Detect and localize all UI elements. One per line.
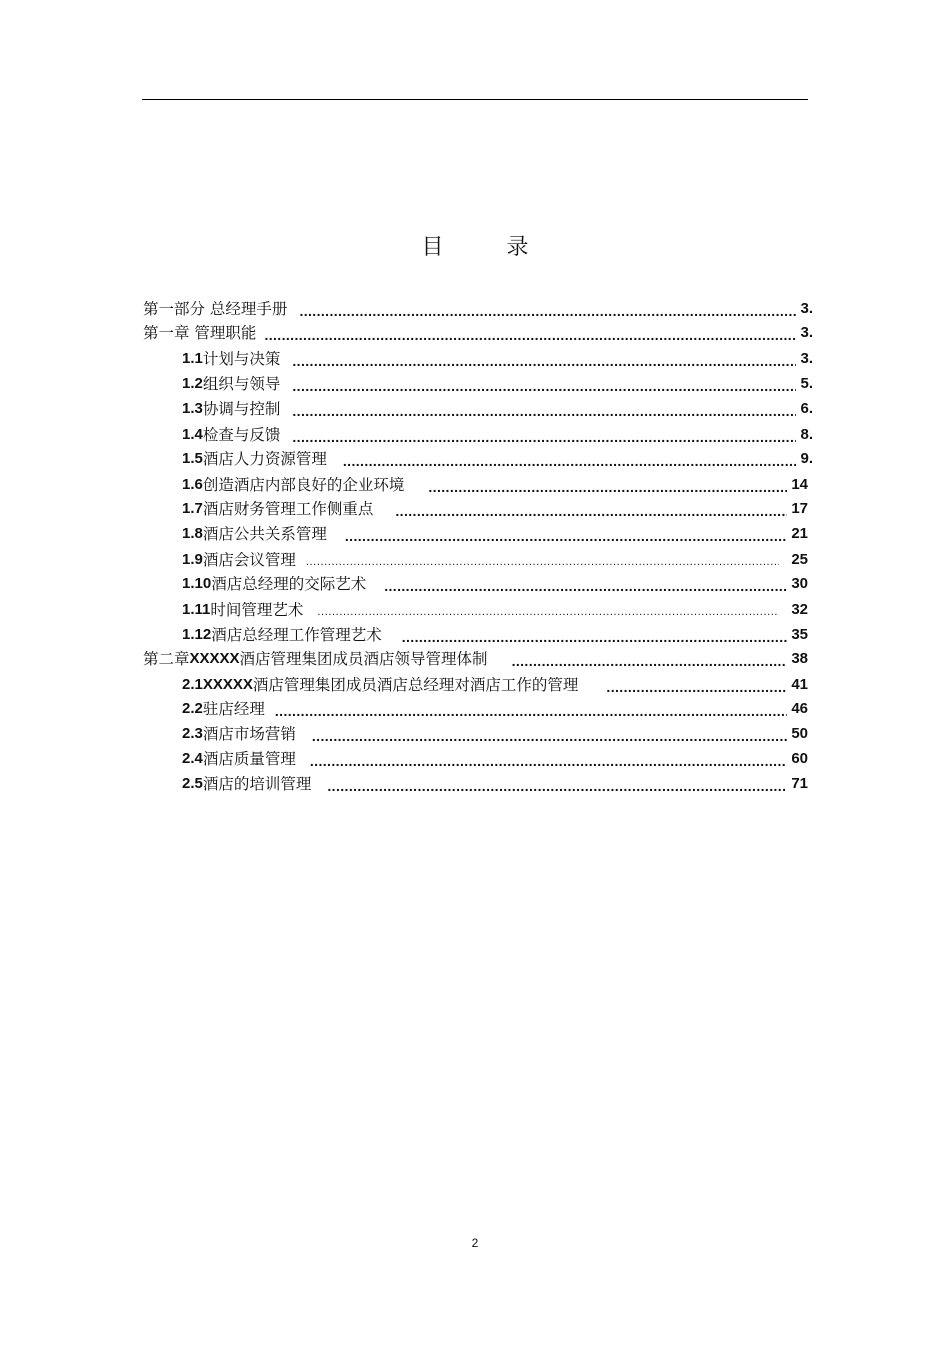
toc-entry-number: 2.1XXXXX	[182, 676, 253, 693]
toc-entry-number: 1.12	[182, 626, 212, 643]
dot-leader	[327, 774, 787, 794]
toc-entry-label: 酒店质量管理	[202, 750, 296, 768]
toc-entry-label: 时间管理艺术	[210, 601, 304, 619]
toc-entry-label: 协调与控制	[202, 400, 281, 418]
dot-leader	[292, 374, 796, 394]
toc-entry-2-5[interactable]	[182, 770, 808, 794]
dot-leader	[402, 625, 788, 645]
toc-entry-1-3[interactable]	[182, 395, 813, 419]
toc-entry-chapter-2[interactable]	[143, 645, 808, 669]
dot-leader	[292, 349, 796, 369]
toc-page-number: 30	[791, 575, 808, 592]
dot-leader	[512, 649, 788, 669]
toc-entry-number: 1.6	[182, 476, 203, 493]
dot-leader	[312, 724, 787, 744]
toc-entry-2-3[interactable]	[182, 720, 808, 744]
dot-leader	[306, 550, 779, 570]
toc-entry-1-1[interactable]	[182, 345, 813, 369]
toc-entry-label: 第一部分 总经理手册	[143, 300, 288, 318]
dot-leader	[343, 449, 797, 469]
dot-leader	[275, 699, 787, 719]
toc-entry-number: 2.3	[182, 725, 203, 742]
toc-entry-label: 酒店管理集团成员酒店总经理对酒店工作的管理	[252, 676, 579, 694]
toc-entry-label: 酒店公共关系管理	[202, 525, 327, 543]
toc-entry-1-10[interactable]	[182, 570, 808, 594]
toc-entry-1-12[interactable]	[182, 621, 808, 645]
toc-entry-number: 1.4	[182, 426, 203, 443]
toc-page-number: 50	[791, 725, 808, 742]
toc-entry-number: 1.2	[182, 375, 203, 392]
toc-entry-label: 酒店财务管理工作侧重点	[202, 500, 374, 518]
toc-entry-label: 酒店会议管理	[202, 551, 296, 569]
toc-page-number: 14	[791, 476, 808, 493]
toc-title: 目 录	[421, 235, 557, 260]
toc-entry-1-11[interactable]	[182, 596, 808, 620]
toc-entry-number: 1.1	[182, 350, 203, 367]
dot-leader	[292, 425, 796, 445]
toc-entry-1-4[interactable]	[182, 421, 813, 445]
toc-entry-part-1[interactable]	[143, 295, 813, 319]
toc-page-number: 3.	[800, 324, 813, 341]
dot-leader	[299, 299, 796, 319]
toc-entry-label: 组织与领导	[202, 375, 281, 393]
dot-leader	[384, 574, 787, 594]
dot-leader	[345, 524, 787, 544]
toc-entry-number: 1.10	[182, 575, 212, 592]
toc-entry-label: 酒店总经理工作管理艺术	[211, 626, 382, 644]
toc-entry-number: 1.5	[182, 450, 203, 467]
toc-entry-2-1[interactable]	[182, 671, 808, 695]
toc-entry-label: 酒店人力资源管理	[202, 450, 327, 468]
toc-entry-chapter-1[interactable]	[143, 319, 813, 343]
toc-page-number: 25	[791, 551, 808, 568]
dot-leader	[428, 475, 787, 495]
toc-entry-1-7[interactable]	[182, 495, 808, 519]
toc-page-number: 3.	[800, 350, 813, 367]
toc-page-number: 71	[791, 775, 808, 792]
dot-leader	[395, 499, 787, 519]
toc-page-number: 46	[791, 700, 808, 717]
toc-entry-number: 1.3	[182, 400, 203, 417]
toc-entry-label: 创造酒店内部良好的企业环境	[202, 476, 405, 494]
toc-page-number: 21	[791, 525, 808, 542]
dot-leader	[317, 600, 779, 620]
dot-leader	[606, 675, 787, 695]
toc-page-number: 6.	[800, 400, 813, 417]
dot-leader	[264, 323, 796, 343]
toc-entry-label: 酒店的培训管理	[202, 775, 312, 793]
toc-page-number: 17	[791, 500, 808, 517]
toc-entry-label: 第一章 管理职能	[143, 324, 257, 342]
toc-entry-1-2[interactable]	[182, 370, 813, 394]
toc-page-number: 35	[791, 626, 808, 643]
toc-entry-number: 1.7	[182, 500, 203, 517]
toc-entry-1-5[interactable]	[182, 445, 813, 469]
toc-entry-number: 1.8	[182, 525, 203, 542]
dot-leader	[292, 399, 796, 419]
toc-entry-label: 酒店市场营销	[202, 725, 296, 743]
toc-entry-1-6[interactable]	[182, 471, 808, 495]
toc-entry-label-suffix: 酒店管理集团成员酒店领导管理体制	[239, 650, 488, 668]
toc-entry-label: 驻店经理	[202, 700, 265, 718]
toc-entry-number: 1.11	[182, 601, 211, 618]
toc-entry-label: 第二章	[143, 650, 190, 668]
dot-leader	[310, 749, 787, 769]
toc-page-number: 60	[791, 750, 808, 767]
toc-page-number: 9.	[800, 450, 813, 467]
toc-page-number: 38	[791, 650, 808, 667]
toc-entry-label: 计划与决策	[202, 350, 281, 368]
toc-entry-number: 2.5	[182, 775, 203, 792]
toc-entry-label: 酒店总经理的交际艺术	[211, 575, 367, 593]
toc-page-number: 41	[791, 676, 808, 693]
toc-entry-2-4[interactable]	[182, 745, 808, 769]
toc-entry-number: 2.2	[182, 700, 203, 717]
toc-entry-number: 1.9	[182, 551, 203, 568]
toc-entry-1-9[interactable]	[182, 546, 808, 570]
page-number: 2	[471, 1236, 479, 1250]
toc-page-number: 5.	[800, 375, 813, 392]
toc-entry-label: 检查与反馈	[202, 426, 281, 444]
toc-page-number: 3.	[800, 300, 813, 317]
toc-page-number: 32	[791, 601, 808, 618]
toc-entry-group-name: XXXXX	[189, 650, 240, 667]
toc-entry-1-8[interactable]	[182, 520, 808, 544]
toc-page-number: 8.	[800, 426, 813, 443]
toc-entry-number: 2.4	[182, 750, 203, 767]
toc-entry-2-2[interactable]	[182, 695, 808, 719]
